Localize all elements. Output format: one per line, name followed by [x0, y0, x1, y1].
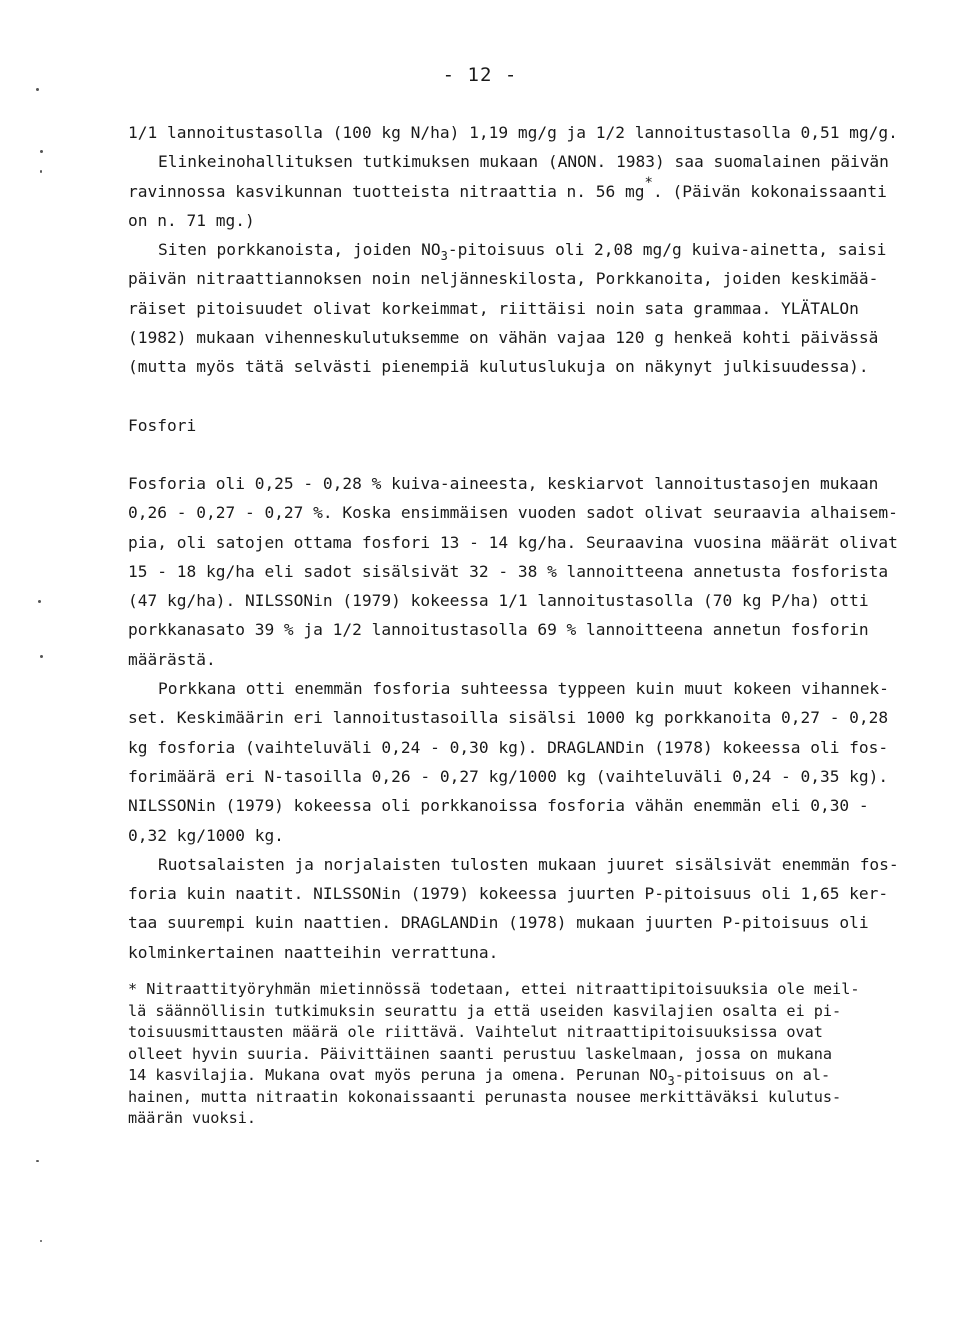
- text-fragment: . (Päivän kokonaissaanti: [652, 181, 887, 201]
- subscript: 3: [440, 249, 448, 264]
- scan-speck: [36, 1160, 39, 1162]
- text-line: 0,26 - 0,27 - 0,27 %. Koska ensimmäisen vuoden sadot olivat seuraavia alhaisem-: [128, 503, 898, 523]
- text-line: Elinkeinohallituksen tutkimuksen mukaan (ANON. 1983) saa suomalainen päivän: [158, 152, 889, 172]
- text-line: on n. 71 mg.): [128, 210, 255, 230]
- text-line: 15 - 18 kg/ha eli sadot sisälsivät 32 - 38 % lannoitteena annetusta fosforista: [128, 561, 889, 581]
- footnote-line: määrän vuoksi.: [128, 1109, 257, 1128]
- section-heading: Fosfori: [128, 415, 197, 435]
- footnote-line: lä säännöllisin tutkimuksin seurattu ja että useiden kasvilajien osalta ei pi-: [128, 1001, 842, 1020]
- text-line: Porkkana otti enemmän fosforia suhteessa typpeen kuin muut kokeen vihannek-: [158, 679, 889, 699]
- text-fragment: ravinnossa kasvikunnan tuotteista nitraattia n. 56 mg: [128, 181, 645, 201]
- text-line: forimäärä eri N-tasoilla 0,26 - 0,27 kg/1000 kg (vaihteluväli 0,24 - 0,35 kg).: [128, 766, 889, 786]
- text-line: 0,32 kg/1000 kg.: [128, 825, 284, 845]
- text-fragment: -pitoisuus on al-: [674, 1066, 831, 1085]
- text-line: (1982) mukaan vihenneskulutuksemme on vähän vajaa 120 g henkeä kohti päivässä: [128, 328, 879, 348]
- text-line: taa suurempi kuin naattien. DRAGLANDin (1978) mukaan juurten P-pitoisuus oli: [128, 913, 869, 933]
- text-line: (47 kg/ha). NILSSONin (1979) kokeessa 1/1 lannoitustasolla (70 kg P/ha) otti: [128, 591, 869, 611]
- text-line: kolminkertainen naatteihin verrattuna.: [128, 942, 499, 962]
- footnote-line: olleet hyvin suuria. Päivittäinen saanti perustuu laskelmaan, jossa on mukana: [128, 1044, 833, 1063]
- text-line: Ruotsalaisten ja norjalaisten tulosten mukaan juuret sisälsivät enemmän fos-: [158, 854, 899, 874]
- footnote-line: toisuusmittausten määrä ole riittävä. Vaihtelut nitraattipitoisuuksissa ovat: [128, 1023, 823, 1042]
- body-text: [128, 118, 898, 1130]
- text-line: porkkanasato 39 % ja 1/2 lannoitustasolla 69 % lannoitteena annetun fosforin: [128, 620, 869, 640]
- scan-speck: [40, 1240, 42, 1242]
- text-line: määrästä.: [128, 649, 216, 669]
- text-line: set. Keskimäärin eri lannoitustasoilla sisälsi 1000 kg porkkanoita 0,27 - 0,28: [128, 708, 889, 728]
- text-line: foria kuin naatit. NILSSONin (1979) kokeessa juurten P-pitoisuus oli 1,65 ker-: [128, 884, 889, 904]
- text-line: [128, 235, 898, 264]
- footnote-line: hainen, mutta nitraatin kokonaissaanti perunasta nousee merkittäväksi kulutus-: [128, 1087, 842, 1106]
- scan-speck: [40, 150, 43, 153]
- text-fragment: 14 kasvilajia. Mukana ovat myös peruna ja omena. Perunan NO: [128, 1066, 668, 1085]
- text-line: 1/1 lannoitustasolla (100 kg N/ha) 1,19 mg/g ja 1/2 lannoitustasolla 0,51 mg/g.: [128, 123, 898, 142]
- scan-speck: [40, 655, 43, 658]
- footnote-marker: *: [644, 174, 653, 191]
- text-line: räiset pitoisuudet olivat korkeimmat, riittäisi noin sata grammaa. YLÄTALOn: [128, 298, 859, 318]
- subscript: 3: [667, 1074, 675, 1089]
- footnote-line: [128, 1065, 898, 1087]
- scan-speck: [38, 600, 41, 603]
- footnote-line: * Nitraattityöryhmän mietinnössä todetaan, ettei nitraattipitoisuuksia ole meil-: [128, 980, 860, 999]
- scan-speck: [36, 88, 39, 91]
- footnote: [128, 979, 898, 1130]
- text-line: [128, 174, 898, 206]
- page-number: - 12 -: [442, 64, 518, 86]
- text-line: (mutta myös tätä selvästi pienempiä kulutuslukuja on näkynyt julkisuudessa).: [128, 357, 869, 377]
- text-line: kg fosforia (vaihteluväli 0,24 - 0,30 kg). DRAGLANDin (1978) kokeessa oli fos-: [128, 737, 889, 757]
- scan-speck: [40, 170, 42, 173]
- text-line: NILSSONin (1979) kokeessa oli porkkanoissa fosforia vähän enemmän eli 0,30 -: [128, 796, 869, 816]
- text-line: pia, oli satojen ottama fosfori 13 - 14 kg/ha. Seuraavina vuosina määrät olivat: [128, 532, 898, 552]
- text-fragment: -pitoisuus oli 2,08 mg/g kuiva-ainetta, saisi: [447, 240, 887, 260]
- text-fragment: Siten porkkanoista, joiden NO: [158, 240, 441, 260]
- text-line: päivän nitraattiannoksen noin neljänneskilosta, Porkkanoita, joiden keskimää-: [128, 269, 879, 289]
- text-line: Fosforia oli 0,25 - 0,28 % kuiva-aineesta, keskiarvot lannoitustasojen mukaan: [128, 473, 879, 493]
